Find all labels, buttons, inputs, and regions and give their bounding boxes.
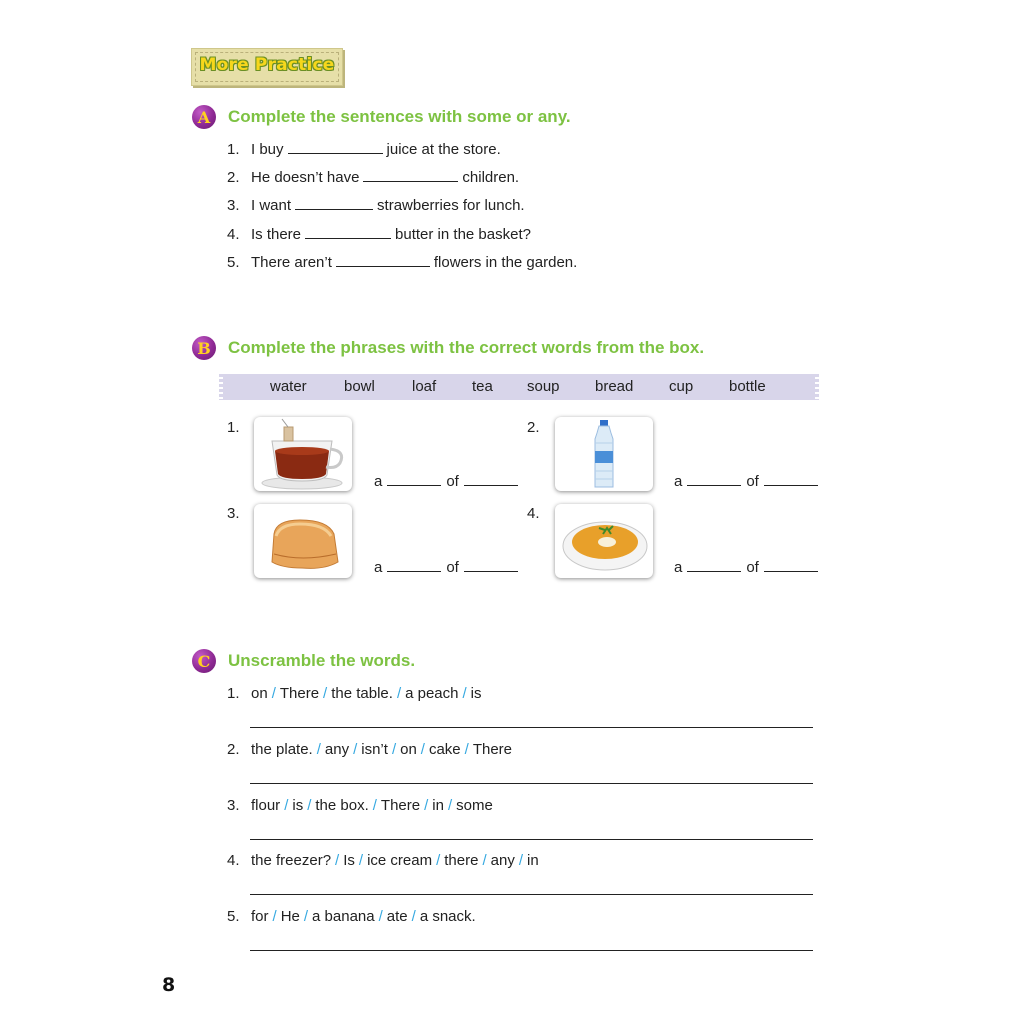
exercise-a-item — [227, 141, 501, 158]
soup-bowl-icon — [555, 504, 653, 578]
phrase-of: of — [446, 559, 459, 576]
unscramble-item — [227, 741, 512, 758]
phrase-line — [374, 473, 523, 490]
answer-blank[interactable] — [464, 473, 518, 486]
word-chunk: the plate. — [251, 741, 313, 758]
word-chunk: ate — [386, 908, 408, 925]
item-number: 2. — [227, 741, 240, 758]
answer-blank[interactable] — [687, 473, 741, 486]
answer-blank[interactable] — [387, 559, 441, 572]
slash-separator: / — [358, 852, 364, 869]
word-box-word: bottle — [729, 378, 766, 395]
water-bottle-icon — [555, 417, 653, 491]
phrase-line — [674, 473, 823, 490]
word-box-word: loaf — [412, 378, 437, 395]
phrase-a: a — [374, 473, 383, 490]
slash-separator: / — [436, 852, 441, 869]
banner-label: More Practice — [199, 55, 335, 75]
bowl-of-soup-image — [555, 504, 653, 578]
slash-separator: / — [372, 797, 377, 814]
answer-blank[interactable] — [336, 254, 430, 267]
answer-line[interactable] — [250, 894, 813, 895]
item-number: 4. — [227, 852, 240, 869]
item-text-before: I want — [251, 197, 292, 214]
slash-separator: / — [307, 797, 312, 814]
item-text-before: He doesn’t have — [251, 169, 360, 186]
page-number: 8 — [162, 974, 176, 996]
section-a-title: Complete the sentences with some or any. — [228, 107, 571, 126]
item-text-before: Is there — [251, 226, 302, 243]
slash-separator: / — [284, 797, 289, 814]
phrase-a: a — [374, 559, 383, 576]
slash-separator: / — [464, 741, 469, 758]
word-chunk: cake — [428, 741, 461, 758]
phrase-of: of — [746, 473, 759, 490]
word-chunk: a peach — [405, 685, 459, 702]
unscramble-item — [227, 685, 482, 702]
slash-separator: / — [323, 685, 328, 702]
answer-line[interactable] — [250, 783, 813, 784]
exercise-a-item — [227, 169, 519, 186]
item-text-after: flowers in the garden. — [433, 254, 578, 271]
loaf-of-bread-image — [254, 504, 352, 578]
item-text-before: There aren’t — [251, 254, 332, 271]
word-chunk: is — [470, 685, 482, 702]
picture-number: 1. — [227, 419, 240, 436]
bottle-of-water-image — [555, 417, 653, 491]
answer-line[interactable] — [250, 950, 813, 951]
exercise-a-item — [227, 197, 525, 214]
word-chunk: There — [380, 797, 421, 814]
word-chunk: in — [527, 852, 539, 869]
slash-separator: / — [271, 685, 276, 702]
phrase-line — [674, 559, 823, 576]
item-text-after: butter in the basket? — [395, 226, 531, 243]
phrase-line — [374, 559, 523, 576]
word-chunk: for — [251, 908, 269, 925]
picture-number: 2. — [527, 419, 540, 436]
answer-blank[interactable] — [305, 226, 391, 239]
word-chunk: a snack. — [419, 908, 476, 925]
word-box-word: bowl — [344, 378, 375, 395]
item-number: 2. — [227, 169, 240, 186]
slash-separator: / — [396, 685, 402, 702]
item-text-after: strawberries for lunch. — [377, 197, 525, 214]
answer-blank[interactable] — [363, 169, 458, 182]
word-box — [222, 374, 816, 400]
phrase-of: of — [746, 559, 759, 576]
word-chunk: the box. — [315, 797, 369, 814]
slash-separator: / — [316, 741, 321, 758]
word-chunk: He — [280, 908, 300, 925]
slash-separator: / — [303, 908, 309, 925]
more-practice-banner — [191, 48, 343, 86]
item-number: 3. — [227, 197, 240, 214]
answer-blank[interactable] — [464, 559, 518, 572]
answer-blank[interactable] — [764, 473, 818, 486]
word-chunk: the freezer? — [251, 852, 332, 869]
section-b-title: Complete the phrases with the correct words from the box. — [228, 338, 705, 357]
slash-separator: / — [518, 852, 523, 869]
item-number: 5. — [227, 908, 240, 925]
word-box-word: bread — [595, 378, 634, 395]
word-chunk: There — [472, 741, 513, 758]
slash-separator: / — [353, 741, 358, 758]
item-number: 1. — [227, 685, 240, 702]
word-chunk: any — [490, 852, 515, 869]
word-chunk: on — [251, 685, 268, 702]
slash-separator: / — [424, 797, 429, 814]
word-chunk: on — [400, 741, 417, 758]
item-number: 1. — [227, 141, 240, 158]
unscramble-item — [227, 852, 539, 869]
word-box-word: water — [270, 378, 307, 395]
section-c-badge: C — [192, 649, 216, 673]
word-chunk: any — [324, 741, 350, 758]
picture-number: 4. — [527, 505, 540, 522]
phrase-a: a — [674, 559, 683, 576]
phrase-a: a — [674, 473, 683, 490]
slash-separator: / — [447, 797, 453, 814]
section-c-title: Unscramble the words. — [228, 651, 416, 670]
word-box-word: tea — [472, 378, 493, 395]
slash-separator: / — [335, 852, 340, 869]
slash-separator: / — [462, 685, 467, 702]
slash-separator: / — [420, 741, 425, 758]
answer-line[interactable] — [250, 839, 813, 840]
answer-blank[interactable] — [764, 559, 818, 572]
answer-line[interactable] — [250, 727, 813, 728]
item-number: 5. — [227, 254, 240, 271]
word-chunk: some — [456, 797, 493, 814]
word-chunk: Is — [343, 852, 355, 869]
answer-blank[interactable] — [387, 473, 441, 486]
cup-of-tea-image — [254, 417, 352, 491]
exercise-a-item — [227, 226, 531, 243]
word-chunk: in — [432, 797, 444, 814]
slash-separator: / — [411, 908, 416, 925]
word-chunk: the table. — [331, 685, 393, 702]
unscramble-item — [227, 908, 476, 925]
slash-separator: / — [272, 908, 277, 925]
section-a-badge: A — [192, 105, 216, 129]
word-chunk: There — [279, 685, 320, 702]
answer-blank[interactable] — [295, 197, 373, 210]
phrase-of: of — [446, 473, 459, 490]
slash-separator: / — [391, 741, 397, 758]
word-chunk: flour — [251, 797, 281, 814]
section-b-badge: B — [192, 336, 216, 360]
item-number: 4. — [227, 226, 240, 243]
answer-blank[interactable] — [288, 141, 383, 154]
word-chunk: isn’t — [361, 741, 388, 758]
exercise-a-item — [227, 254, 577, 271]
word-box-word: cup — [669, 378, 694, 395]
word-chunk: is — [292, 797, 304, 814]
slash-separator: / — [378, 908, 383, 925]
word-box-word: soup — [527, 378, 560, 395]
word-chunk: a banana — [312, 908, 375, 925]
word-chunk: ice cream — [367, 852, 433, 869]
item-number: 3. — [227, 797, 240, 814]
answer-blank[interactable] — [687, 559, 741, 572]
item-text-after: juice at the store. — [386, 141, 501, 158]
item-text-after: children. — [462, 169, 520, 186]
word-chunk: there — [444, 852, 479, 869]
unscramble-item — [227, 797, 493, 814]
picture-number: 3. — [227, 505, 240, 522]
item-text-before: I buy — [251, 141, 284, 158]
bread-loaf-icon — [254, 504, 352, 578]
slash-separator: / — [482, 852, 487, 869]
tea-cup-icon — [254, 417, 352, 491]
